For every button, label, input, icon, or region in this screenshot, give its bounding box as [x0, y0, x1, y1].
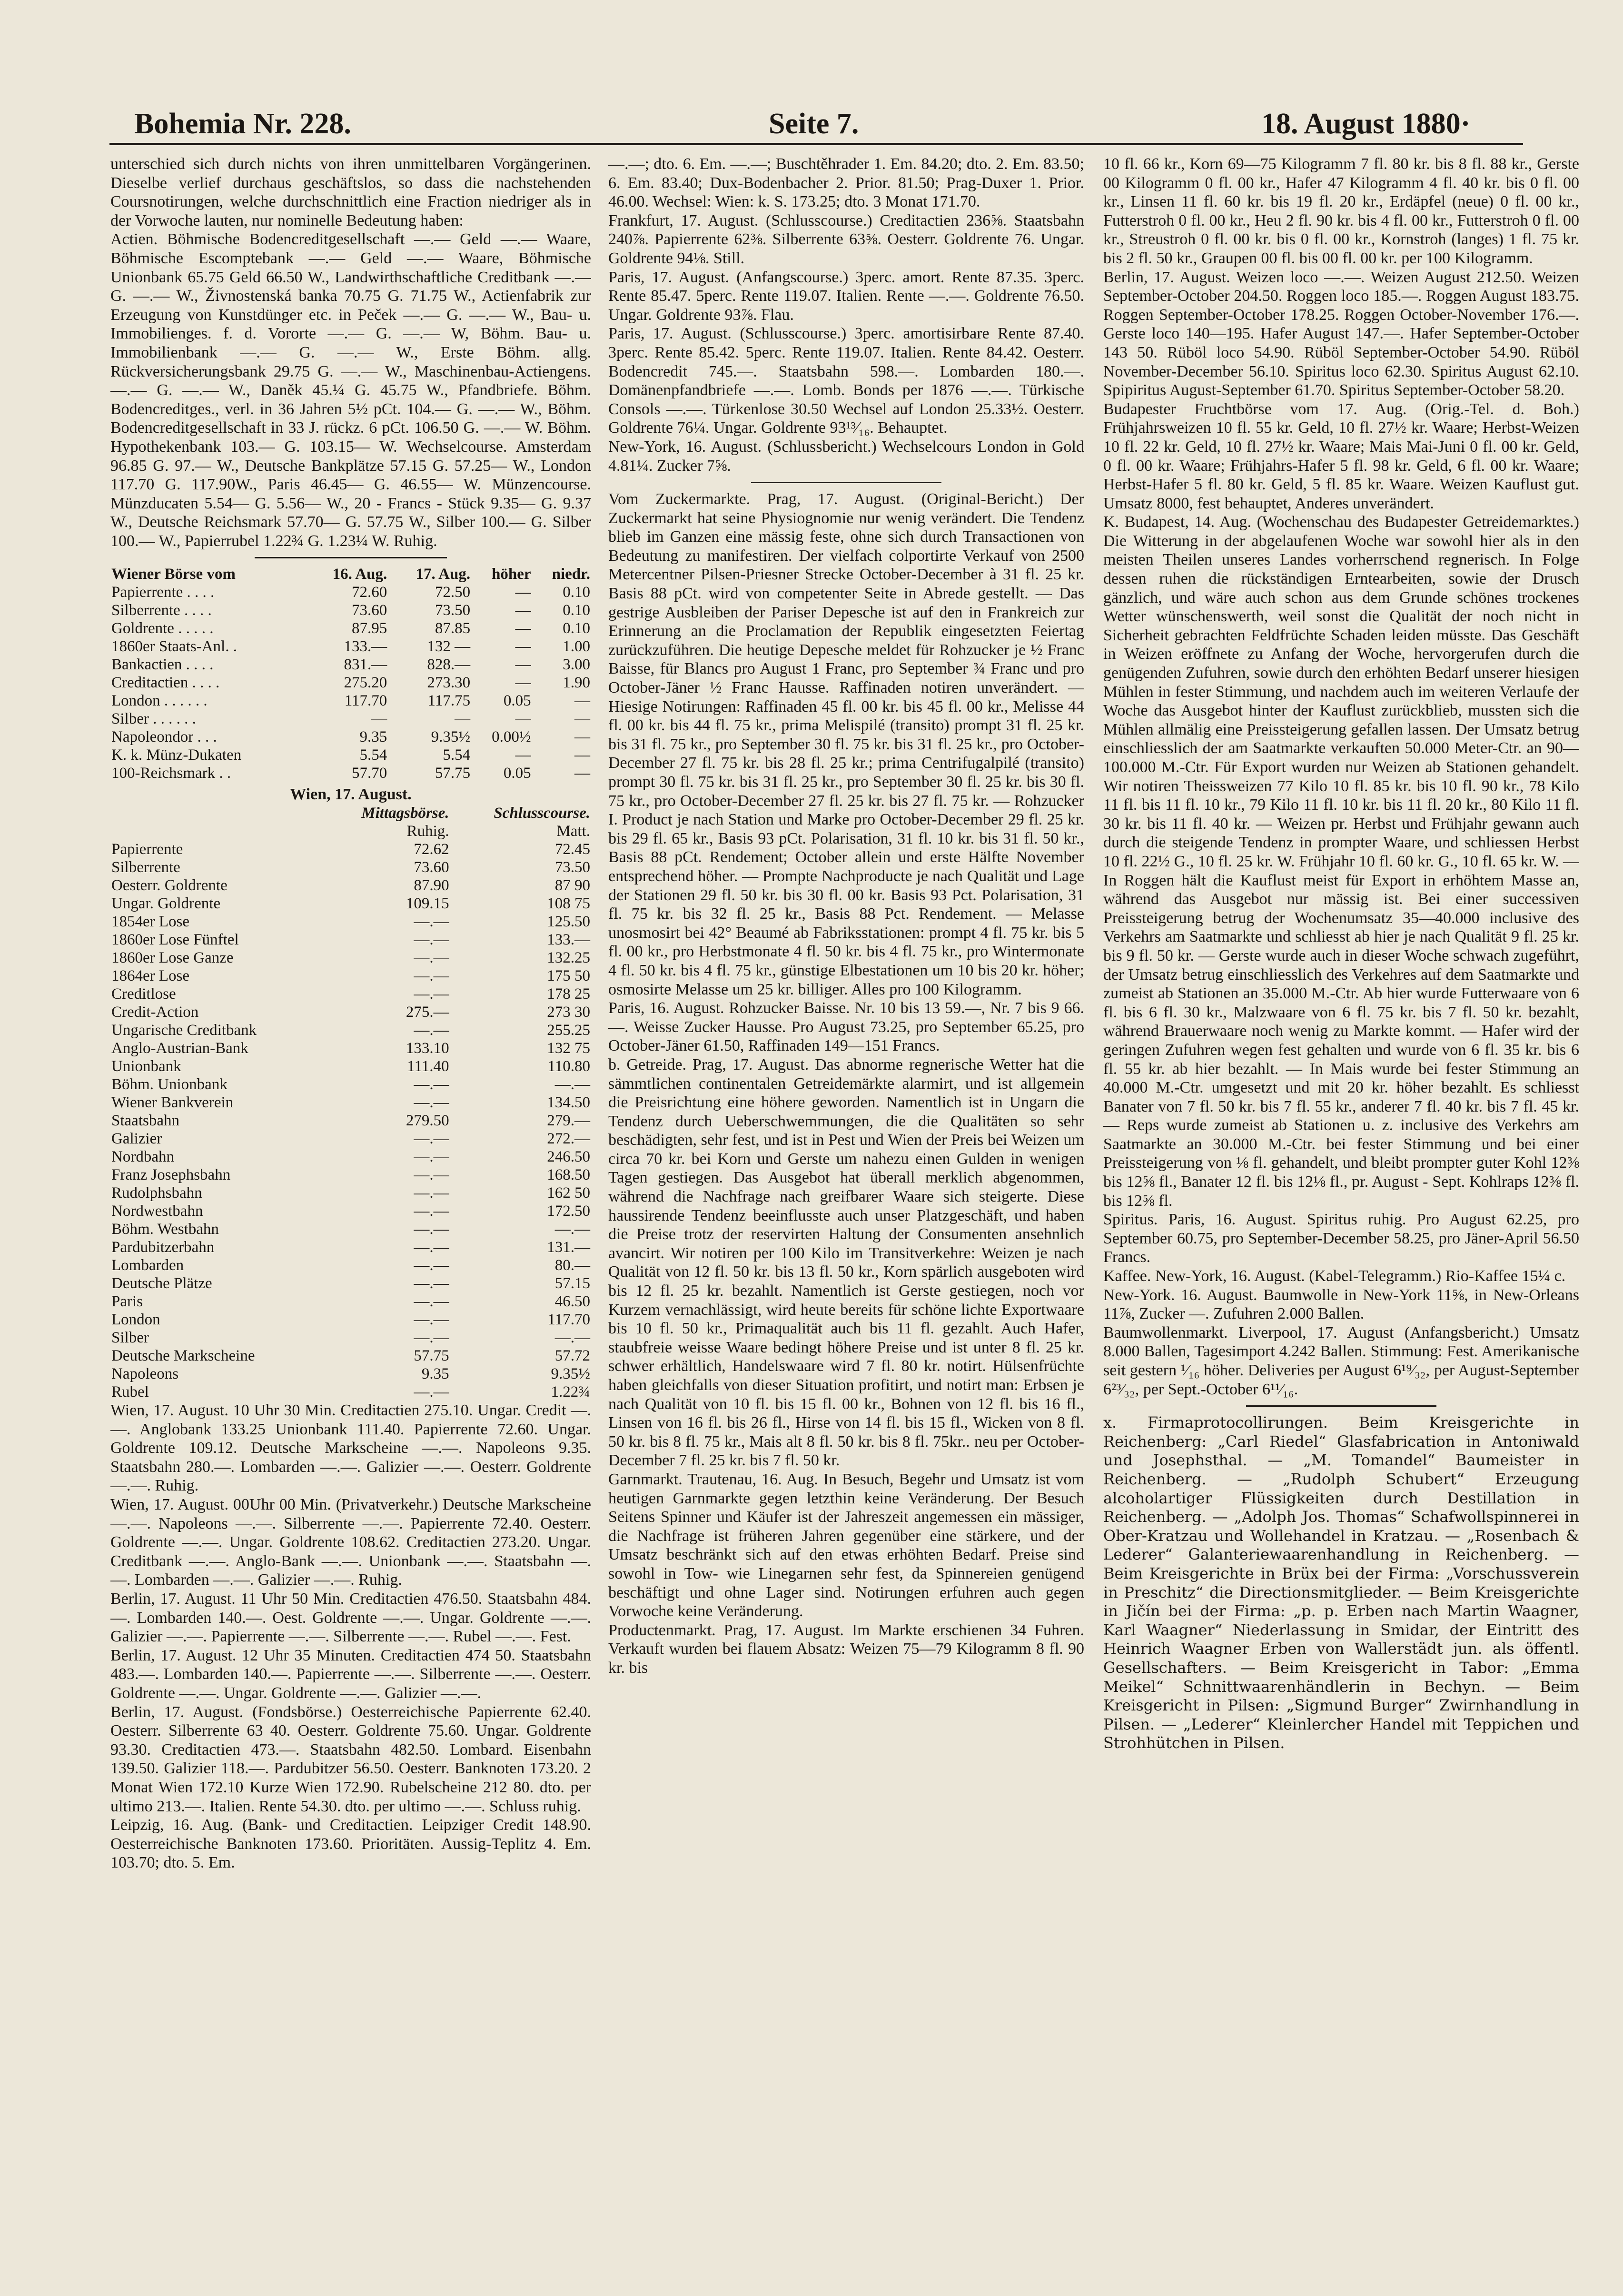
- table-cell: 132 75: [547, 1040, 590, 1057]
- table-cell: 1854er Lose: [111, 913, 190, 931]
- table-cell: 255.25: [547, 1022, 590, 1039]
- table-cell: —: [574, 746, 590, 764]
- table-header-cell: Wiener Börse vom: [111, 566, 236, 583]
- table-cell: —: [574, 692, 590, 710]
- report-paragraph: Wien, 17. August. 10 Uhr 30 Min. Creditactien 275.10. Ungar. Credit —.—. Anglobank 133.25 Unionbank 111.40. Papierrente 72.60. Ungar. Goldrente 109.12. Deutsche Markscheine —.—. Napoleons 9.35. Staatsbahn 280.—. Lombarden —.—. Galizier —.—. Oesterr. Goldrente —.—. Ruhig.: [110, 1401, 591, 1495]
- table-cell: 108 75: [547, 895, 590, 913]
- table-cell: 172.50: [547, 1203, 590, 1220]
- table-cell: 175 50: [547, 967, 590, 985]
- table-row: [110, 1383, 591, 1401]
- table-cell: 133.10: [406, 1040, 449, 1057]
- table-row: [110, 840, 591, 858]
- table-cell: Böhm. Unionbank: [111, 1076, 228, 1093]
- table-row: [110, 931, 591, 949]
- table-cell: London . . . . . .: [111, 692, 208, 710]
- table-cell: Franz Josephsbahn: [111, 1166, 231, 1184]
- table-row: [110, 1238, 591, 1256]
- table-cell: Lombarden: [111, 1257, 184, 1274]
- table-cell: 132.25: [547, 949, 590, 967]
- column-3: [1103, 155, 1579, 2268]
- table-row: [110, 637, 591, 656]
- table-cell: 73.60: [414, 859, 449, 876]
- table-cell: 273 30: [547, 1004, 590, 1021]
- table-header-cell: Mittagsbörse.: [361, 805, 449, 822]
- table-cell: —.—: [414, 1329, 449, 1347]
- table-cell: 125.50: [547, 913, 590, 931]
- table-cell: —.—: [414, 1184, 449, 1202]
- table-cell: 1.90: [563, 674, 590, 692]
- table-row: [110, 692, 591, 710]
- table-header-cell: 17. Aug.: [416, 566, 471, 583]
- table-cell: 275.—: [406, 1004, 449, 1021]
- table-row: [110, 1166, 591, 1184]
- table-cell: 0.10: [563, 620, 590, 637]
- report-paragraph: 10 fl. 66 kr., Korn 69—75 Kilogramm 7 fl. 80 kr. bis 8 fl. 88 kr., Gerste 00 Kilogramm 0 fl. 00 kr., Hafer 47 Kilogramm 4 fl. 40 kr. bis 0 fl. 00 kr., Linsen 11 fl. 60 kr. bis 19 fl. 20 kr., Erdäpfel (neue) 0 fl. 00 kr., Futterstroh 0 fl. 00 kr., Heu 2 fl. 90 kr. bis 4 fl. 00 kr., Futterstroh 0 fl. 00 kr., Streustroh 0 fl. 00 kr. bis 0 fl. 00 kr., Kornstroh (langes) 1 fl. 75 kr. bis 2 fl. 50 kr., Graupen 00 fl. bis 00 fl. 00 kr. per 100 Kilogramm.: [1103, 155, 1579, 267]
- table-cell: Napoleondor . . .: [111, 728, 217, 746]
- table-header-cell: Schlusscourse.: [494, 805, 590, 822]
- table-cell: —.—: [414, 913, 449, 931]
- table-row: [110, 1274, 591, 1292]
- table-row: [110, 1057, 591, 1075]
- table-cell: 57.70: [352, 765, 387, 782]
- table-row: [110, 746, 591, 764]
- table-row: [110, 1220, 591, 1238]
- table-cell: Deutsche Plätze: [111, 1275, 212, 1292]
- table-cell: London: [111, 1311, 160, 1329]
- firm-registrations: x. Firmaprotocollirungen. Beim Kreisgerichte in Reichenberg: „Carl Riedel“ Glasfabrication in Antoniwald und Josephsthal. — „M. Tomandel“ Baumeister in Reichenberg. — „Rudolph Schubert“ Erzeugung alcoholartiger Flüssigkeiten durch Destillation in Reichenberg. — „Adolph Jos. Thomas“ Schafwollspinnerei in Ober-Kratzau und Wollehandel in Kratzau. — „Rosenbach & Lederer“ Galanteriewaarenhandlung in Reichenberg. — Beim Kreisgerichte in Brüx bei der Firma: „Vorschussverein in Preschitz“ die Directionsmitglieder. — Beim Kreisgerichte in Jičín bei der Firma: „p. p. Erben nach Martin Waagner, Karl Waagner“ Niederlassung in Smidar, der Eintritt des Heinrich Waagner Erben von Wallerstädt jun. als öffentl. Gesellschafters. — Beim Kreisgericht in Tabor: „Emma Meikel“ Schnittwaarenhändlerin in Bechyn. — Beim Kreisgericht in Pilsen: „Sigmund Burger“ Zwirnhandlung in Pilsen. — „Lederer“ Kleinlercher Handel mit Teppichen und Strohhütchen in Pilsen.: [1103, 1413, 1579, 1752]
- column-1: [110, 155, 591, 2268]
- report-paragraph: —.—; dto. 6. Em. —.—; Buschtěhrader 1. Em. 84.20; dto. 2. Em. 83.50; 6. Em. 83.40; Dux-Bodenbacher 2. Prior. 81.50; Prag-Duxer 1. Prior. 46.00. Wechsel: Wien: k. S. 173.25; dto. 3 Monat 171.70.: [608, 155, 1084, 211]
- report-paragraph: Paris, 17. August. (Anfangscourse.) 3perc. amort. Rente 87.35. 3perc. Rente 85.47. 5perc. Rente 119.07. Italien. Rente —.—. Goldrente 76.50. Ungar. Goldrente 93⅞. Flau.: [608, 268, 1084, 324]
- table-cell: —.—: [414, 1239, 449, 1256]
- table-cell: Pardubitzerbahn: [111, 1239, 215, 1256]
- table-cell: 57.75: [435, 765, 471, 782]
- table-cell: 111.40: [407, 1058, 449, 1075]
- table-cell: 131.—: [547, 1239, 590, 1256]
- table-cell: —.—: [414, 985, 449, 1003]
- table-cell: —.—: [414, 1221, 449, 1238]
- table-row: [110, 1256, 591, 1274]
- table-row: [110, 764, 591, 782]
- report-paragraph: Budapester Fruchtbörse vom 17. Aug. (Orig.-Tel. d. Boh.) Frühjahrsweizen 10 fl. 55 kr. Geld, 10 fl. 27½ kr. Waare; Herbst-Weizen 10 fl. 22 kr. Geld, 10 fl. 27½ kr. Waare; Mais Mai-Juni 0 fl. 00 kr. Geld, 0 fl. 00 kr. Waare; Frühjahrs-Hafer 5 fl. 98 kr. Geld, 6 fl. 00 kr. Waare; Herbst-Hafer 5 fl. 80 kr. Geld, 5 fl. 85 kr. Waare. Weizen Kauflust gut. Umsatz 8000, fest behauptet, Anderes unverändert.: [1103, 400, 1579, 512]
- table-cell: K. k. Münz-Dukaten: [111, 746, 242, 764]
- table-header-cell: Matt.: [556, 823, 590, 840]
- table-row: [110, 1130, 591, 1148]
- table-cell: Papierrente: [111, 841, 183, 858]
- vienna-exchange-table: [110, 565, 591, 782]
- table-header-row: [110, 565, 591, 583]
- table-cell: Napoleons: [111, 1365, 179, 1383]
- table-cell: 831.—: [344, 656, 387, 674]
- table-row: [110, 876, 591, 895]
- wien-courses-table: [110, 804, 591, 1401]
- table-cell: Rubel: [111, 1383, 149, 1401]
- table-cell: Creditlose: [111, 985, 176, 1003]
- table-cell: Silberrente: [111, 859, 180, 876]
- cotton-market-report: Baumwollenmarkt. Liverpool, 17. August (Anfangsbericht.) Umsatz 8.000 Ballen, Tagesimport 4.242 Ballen. Stimmung: Fest. Amerikanische seit gestern ¹⁄₁₆ höher. Deliveries per August 6¹⁹⁄₃₂, per August-September 6²³⁄₃₂, per Sept.-October 6¹¹⁄₁₆.: [1103, 1323, 1579, 1398]
- table-row: [110, 1329, 591, 1347]
- table-cell: —.—: [554, 1076, 590, 1093]
- table-cell: —.—: [414, 1275, 449, 1292]
- table-cell: 1860er Lose Ganze: [111, 949, 234, 967]
- table-row: [110, 1021, 591, 1039]
- table-header-cell: 16. Aug.: [332, 566, 387, 583]
- table-cell: 73.50: [435, 602, 471, 619]
- report-paragraph: Wien, 17. August. 00Uhr 00 Min. (Privatverkehr.) Deutsche Markscheine —.—. Napoleons —.—. Silberrente —.—. Papierrente 72.40. Oesterr. Goldrente —.—. Ungar. Goldrente 108.62. Creditactien 273.20. Ungar. Creditbank —.—. Anglo-Bank —.—. Unionbank —.—. Staatsbahn —.—. Lombarden —.—. Galizier —.—. Ruhig.: [110, 1496, 591, 1589]
- table-cell: —.—: [414, 1166, 449, 1184]
- table-cell: 57.15: [554, 1275, 590, 1292]
- table-cell: —: [515, 620, 531, 637]
- table-cell: 109.15: [406, 895, 449, 913]
- table-cell: 72.45: [554, 841, 590, 858]
- table-cell: Silber . . . . . .: [111, 710, 196, 728]
- table-row: [110, 1347, 591, 1365]
- table-cell: Wiener Bankverein: [111, 1094, 234, 1112]
- table-cell: 57.75: [414, 1347, 449, 1365]
- table-cell: 273.30: [427, 674, 471, 692]
- masthead-left: Bohemia Nr. 228.: [134, 108, 351, 140]
- table-row: [110, 1292, 591, 1311]
- table-cell: Creditactien . . . .: [111, 674, 220, 692]
- table-cell: —: [515, 674, 531, 692]
- table-header-cell: niedr.: [552, 566, 590, 583]
- table-row: [110, 913, 591, 931]
- table-row: [110, 619, 591, 637]
- report-paragraph: Leipzig, 16. Aug. (Bank- und Creditactien. Leipziger Credit 148.90. Oesterreichische Banknoten 173.60. Prioritäten. Aussig-Teplitz 4. Em. 103.70; dto. 5. Em.: [110, 1816, 591, 1872]
- table-cell: —: [455, 710, 471, 728]
- table-cell: 0.05: [503, 765, 531, 782]
- table-cell: —.—: [414, 1257, 449, 1274]
- table-cell: —.—: [554, 1329, 590, 1347]
- table-cell: Oesterr. Goldrente: [111, 877, 228, 895]
- table-cell: 279.—: [547, 1112, 590, 1130]
- table-cell: 9.35½: [551, 1365, 590, 1383]
- table-row: [110, 710, 591, 728]
- table-row: [110, 1075, 591, 1093]
- table-cell: Ungar. Goldrente: [111, 895, 221, 913]
- table-cell: 246.50: [547, 1148, 590, 1166]
- column-2: [608, 155, 1084, 2268]
- prague-actien-paragraph: Actien. Böhmische Bodencreditgesellschaft —.— Geld —.— Waare, Böhmische Escomptebank —.— Geld —.— Waare, Böhmische Unionbank 65.75 Geld 66.50 W., Landwirthschaftliche Creditbank —.— G. —.— W., Živnostenská banka 70.75 G. 71.75 W., Actienfabrik zur Erzeugung von Kunstdünger etc. in Peček —.— G. —.— W., Bau- u. Immobilienges. f. d. Vororte —.— G. —.— W, Böhm. Bau- u. Immobilienbank —.— G. —.— W., Erste Böhm. allg. Rückversicherungsbank 29.75 G. —.— W., Maschinenbau-Actiengens. —.— G. —.— W., Daněk 45.¼ G. 45.75 W., Pfandbriefe. Böhm. Bodencreditges., verl. in 36 Jahren 5½ pCt. 104.— G. —.— W., Böhm. Bodencreditgesellschaft in 33 J. rückz. 6 pCt. 106.50 G. —.— W. Böhm. Hypothekenbank 103.— G. 103.15— W. Wechselcourse. Amsterdam 96.85 G. 97.— W., Deutsche Bankplätze 57.15 G. 57.25— W., London 117.70 G. 117.90W., Paris 46.45— G. 46.55— W. Münzencourse. Münzducaten 5.54— G. 5.56— W., 20 - Francs - Stück 9.35— G. 9.37 W., Deutsche Reichsmark 57.70— G. 57.75 W., Silber 100.— G. Silber 100.— W., Papierrubel 1.22¾ G. 1.23¼ W. Ruhig.: [110, 230, 591, 550]
- table-cell: Deutsche Markscheine: [111, 1347, 255, 1365]
- table-header-row: [110, 822, 591, 840]
- table-row: [110, 895, 591, 913]
- table-cell: 1.00: [563, 638, 590, 656]
- table-cell: 134.50: [547, 1094, 590, 1112]
- table-row: [110, 728, 591, 746]
- table-cell: 9.35½: [431, 728, 471, 746]
- table-row: [110, 583, 591, 601]
- budapest-weekly-report: K. Budapest, 14. Aug. (Wochenschau des Budapester Getreidemarktes.) Die Witterung in der abgelaufenen Woche war sowohl hier als in den meisten Theilen unseres Landes vorherrschend regnerisch. In Folge dessen ruhen die rückständigen Erntearbeiten, sowie der Drusch gänzlich, und wäre auch schon aus dem Grunde schönes trockenes Wetter wünschenswerth, weil sonst die Qualität der noch nicht in Sicherheit gebrachten Feldfrüchte Schaden leiden müsste. Das Geschäft in Weizen eröffnete zu Anfang der Woche, hervorgerufen durch die genügenden Zufuhren, sowie durch den erhöhten Bedarf unserer hiesigen Mühlen in fester Stimmung, und nachdem auch im weiteren Verlaufe der Woche das Ausgebot hinter der Kauflust zurückblieb, mussten sich die Mühlen allmälig eine Preissteigerung gefallen lassen. Der Umsatz betrug einschliesslich der am Saatmarkte verkauften 50.000 Meter-Ctr. an 90—100.000 M.-Ctr. Für Export wurden nur Weizen ab Stationen gehandelt. Wir notiren Theissweizen 77 Kilo 10 fl. 85 kr. bis 10 fl. 90 kr., 78 Kilo 11 fl. bis 11 fl. 10 kr., 79 Kilo 11 fl. 10 kr. bis 11 fl. 20 kr., 80 Kilo 11 fl. 30 kr. bis 11 fl. 40 kr. — Weizen pr. Herbst und Frühjahr gewann auch durch die steigende Tendenz in prompter Waare, und schliessen Herbst 10 fl. 22½ G., 10 fl. 25 kr. W. Frühjahr 10 fl. 60 kr. G., 10 fl. 65 kr. W. — In Roggen hält die Kauflust meist für Export in erhöhtem Masse an, während das Ausgebot nur mässig ist. Bei einer successiven Preissteigerung betrug der Wochenumsatz 35—40.000 inclusive des Verkehrs am Saatmarkte und schliesst ab hier je nach Qualität 9 fl. 25 kr. bis 9 fl. 50 kr. — Gerste wurde auch in dieser Woche schwach zugeführt, der Umsatz betrug einschliesslich des Verkehres auf dem Saatmarkte und zumeist ab Stationen an 35.000 M.-Ctr. Ab hier wurde Futterwaare von 6 fl. bis 6 fl. 30 kr., Malzwaare von 6 fl. 75 kr. bis 7 fl. 50 kr. bezahlt, während Brauerwaare noch wenig zu Markte kommt. — Hafer wird der geringen Zufuhren wegen fest gehalten und wurde von 6 fl. 35 kr. bis 6 fl. 55 kr. ab hier bezahlt. — In Mais wurde bei fester Stimmung an 40.000 M.-Ctr. umgesetzt und mit 20 kr. höher bezahlt. Es schliesst Banater von 7 fl. 50 kr. bis 7 fl. 55 kr., anderer 7 fl. 40 kr. bis 7 fl. 45 kr. — Reps wurde zumeist ab Stationen u. z. inclusive des Verkehrs am Saatmarkte an 30.000 M.-Ctr. bei fester Stimmung und bei einer Preissteigerung von ⅛ fl. gehandelt, und bleibt prompter guter Kohl 12⅜ bis 12⅝ fl., Banater 12 fl. bis 12⅛ fl., pr. August - Sept. Kohlraps 12⅜ fl. bis 12⅝ fl.: [1103, 513, 1579, 1210]
- table-header-row: [110, 804, 591, 822]
- table-cell: 1.22¾: [551, 1383, 590, 1401]
- table-cell: 5.54: [359, 746, 387, 764]
- table-cell: 0.10: [563, 584, 590, 601]
- table-cell: 80.—: [554, 1257, 590, 1274]
- table-cell: 828.—: [427, 656, 471, 674]
- table-cell: 168.50: [547, 1166, 590, 1184]
- table-cell: 0.05: [503, 692, 531, 710]
- table-cell: —: [574, 710, 590, 728]
- report-paragraph: Paris, 17. August. (Schlusscourse.) 3perc. amortisirbare Rente 87.40. 3perc. Rente 85.42. 5perc. Rente 119.07. Italien. Rente 84.42. Oesterr. Bodencredit 745.—. Staatsbahn 598.—. Lombarden 180.—. Domänenpfandbriefe —.—. Lomb. Bonds per 1876 —.—. Türkische Consols —.—. Türkenlose 30.50 Wechsel auf London 25.33½. Oesterr. Goldrente 76¼. Ungar. Goldrente 93¹³⁄₁₆. Behauptet.: [608, 325, 1084, 437]
- table-cell: —.—: [414, 949, 449, 967]
- table-cell: 100-Reichsmark . .: [111, 765, 231, 782]
- table-row: [110, 1311, 591, 1329]
- report-paragraph: New-York. 16. August. Baumwolle in New-York 11⅝, in New-Orleans 11⅞, Zucker —. Zufuhren 2.000 Ballen.: [1103, 1286, 1579, 1323]
- table-cell: —.—: [414, 1293, 449, 1311]
- report-paragraph: Berlin, 17. August. 12 Uhr 35 Minuten. Creditactien 474 50. Staatsbahn 483.—. Lombarden 140.—. Papierrente —.—. Silberrente —.—. Oesterr. Goldrente —.—. Ungar. Goldrente —.—. Galizier —.—.: [110, 1646, 591, 1702]
- table-cell: Papierrente . . . .: [111, 584, 215, 601]
- table-cell: Nordwestbahn: [111, 1203, 203, 1220]
- table-header-cell: Ruhig.: [406, 823, 449, 840]
- table-row: [110, 1184, 591, 1202]
- table-row: [110, 674, 591, 692]
- table-cell: —: [515, 602, 531, 619]
- table-cell: —.—: [414, 1148, 449, 1166]
- table-cell: 46.50: [554, 1293, 590, 1311]
- table-cell: 178 25: [547, 985, 590, 1003]
- report-paragraph: Frankfurt, 17. August. (Schlusscourse.) Creditactien 236⅝. Staatsbahn 240⅞. Papierrente 62⅜. Silberrente 63⅝. Oesterr. Goldrente 76. Ungar. Goldrente 94⅛. Still.: [608, 211, 1084, 267]
- table-row: [110, 1365, 591, 1383]
- table-cell: 9.35: [421, 1365, 449, 1383]
- table-cell: Nordbahn: [111, 1148, 174, 1166]
- table-cell: Unionbank: [111, 1058, 181, 1075]
- table-cell: 1864er Lose: [111, 967, 190, 985]
- table-cell: —.—: [414, 1022, 449, 1039]
- report-paragraph: Berlin, 17. August. Weizen loco —.—. Weizen August 212.50. Weizen September-October 204.50. Roggen loco 185.—. Roggen August 183.75. Roggen September-October 178.25. Roggen October-November 176.—. Gerste loco 140—195. Hafer August 147.—. Hafer September-October 143 50. Rüböl loco 54.90. Rüböl September-October 54.90. Rüböl November-December 56.10. Spiritus loco 62.30. Spiritus August 62.10. Spipiritus August-September 61.70. Spiritus September-October 58.20.: [1103, 268, 1579, 399]
- table-cell: 117.75: [427, 692, 471, 710]
- grain-market-report: b. Getreide. Prag, 17. August. Das abnorme regnerische Wetter hat die sämmtlichen continentalen Getreidemärkte alarmirt, und ist allgemein die Preisrichtung eine höhere geworden. Namentlich ist in Ungarn die Tendenz durch Ueberschwemmungen, die die Qualitäten so sehr beschädigten, sehr fest, und ist in Pest und Wien der Preis bei Weizen um circa 70 kr. bei Korn und Gerste um nahezu einen Gulden in wenigen Tagen gestiegen. Das Ausgebot hat überall merklich abgenommen, während die Nachfrage nach greifbarer Waare sich steigerte. Diese haussirende Tendenz beeinflusste auch unser Platzgeschäft, und haben die Preise trotz der reservirten Haltung der Consumenten ansehnlich avancirt. Wir notiren per 100 Kilo im Transitverkehre: Weizen je nach Qualität von 12 fl. 50 kr. bis 13 fl. 50 kr., Korn spärlich ausgeboten wird bis 12 fl. 25 kr. bezahlt. Namentlich ist Gerste gestiegen, noch vor Kurzem vernachlässigt, wird heute bereits für schöne lichte Exportwaare bis 10 fl. 50 kr., Primaqualität auch bis 11 fl. gezahlt. Auch Hafer, staubfreie weisse Waare bedingt höhere Preise und ist unter 8 fl. 25 kr. schwer erhältlich, Handelswaare wird 7 fl. 80 kr. notirt. Hülsenfrüchte haben gleichfalls von dieser Situation profitirt, und notirt man: Erbsen je nach Qualität von 10 fl. bis 15 fl. 00 kr., Bohnen von 12 fl. bis 16 fl., Linsen von 16 fl. bis 26 fl., Hirse von 14 fl. bis 15 fl., Wicken von 8 fl. 50 kr. bis 8 fl. 75 kr., Mais alt 8 fl. 50 kr. bis 8 fl. 75kr.. neu per October-December 7 fl. 25 kr. bis 7 fl. 50 kr.: [608, 1055, 1084, 1470]
- table-cell: Goldrente . . . . .: [111, 620, 214, 637]
- table-row: [110, 1148, 591, 1166]
- table-cell: 87.90: [414, 877, 449, 895]
- table-cell: 72.62: [414, 841, 449, 858]
- table-cell: —: [515, 710, 531, 728]
- section-divider: [1246, 1405, 1436, 1407]
- table-cell: 1860er Staats-Anl. .: [111, 638, 237, 656]
- table-cell: 162 50: [547, 1184, 590, 1202]
- table-header-cell: höher: [492, 566, 531, 583]
- table-cell: —: [515, 656, 531, 674]
- table-cell: Anglo-Austrian-Bank: [111, 1040, 248, 1057]
- table-cell: Credit-Action: [111, 1004, 199, 1021]
- table-cell: 72.60: [352, 584, 387, 601]
- table-cell: Silberrente . . . .: [111, 602, 212, 619]
- table-cell: —.—: [554, 1221, 590, 1238]
- table-cell: —: [515, 746, 531, 764]
- table-cell: 279.50: [406, 1112, 449, 1130]
- table-row: [110, 949, 591, 967]
- table-cell: —: [515, 584, 531, 601]
- report-paragraph: Berlin, 17. August. 11 Uhr 50 Min. Creditactien 476.50. Staatsbahn 484.—. Lombarden 140.—. Oest. Goldrente —.—. Ungar. Goldrente —.—. Galizier —.—. Papierrente —.—. Silberrente —.—. Rubel —.—. Fest.: [110, 1590, 591, 1646]
- table-cell: 0.00½: [492, 728, 531, 746]
- table-row: [110, 858, 591, 876]
- table-cell: 275.20: [344, 674, 387, 692]
- table-cell: —: [371, 710, 387, 728]
- table-cell: 57.72: [554, 1347, 590, 1365]
- table-cell: 110.80: [547, 1058, 590, 1075]
- table-cell: Staatsbahn: [111, 1112, 179, 1130]
- table-cell: 73.60: [352, 602, 387, 619]
- table-cell: 9.35: [359, 728, 387, 746]
- table-row: [110, 967, 591, 985]
- table-cell: —.—: [414, 1383, 449, 1401]
- table-cell: 133.—: [547, 931, 590, 949]
- section-divider: [255, 557, 447, 558]
- table-cell: —.—: [414, 931, 449, 949]
- table-cell: 117.70: [547, 1311, 590, 1329]
- table-cell: 73.50: [554, 859, 590, 876]
- table-row: [110, 1003, 591, 1021]
- table-row: [110, 1112, 591, 1130]
- table-cell: —.—: [414, 1130, 449, 1148]
- table-cell: 72.50: [435, 584, 471, 601]
- table-row: [110, 656, 591, 674]
- table-cell: 1860er Lose Fünftel: [111, 931, 239, 949]
- table-cell: 0.10: [563, 602, 590, 619]
- table-cell: —.—: [414, 1094, 449, 1112]
- report-paragraph: Spiritus. Paris, 16. August. Spiritus ruhig. Pro August 62.25, pro September 60.75, pro September-December 58.25, pro Jäner-April 56.50 Francs.: [1103, 1211, 1579, 1266]
- table-cell: Galizier: [111, 1130, 162, 1148]
- header-rule: [109, 143, 1523, 145]
- table-row: [110, 1039, 591, 1057]
- table-row: [110, 601, 591, 619]
- sugar-market-report: Vom Zuckermarkte. Prag, 17. August. (Original-Bericht.) Der Zuckermarkt hat seine Physiognomie nur wenig verändert. Die Tendenz blieb im Ganzen eine mässig feste, ohne sich durch Transactionen von Bedeutung zu manifestiren. Der vielfach colportirte Verkauf von 2500 Metercentner Pilsen-Priesner Strecke October-December à 31 fl. 25 kr. Basis 88 pCt. wird von competenter Seite in Abrede gestellt. — Das gestrige Ausbleiben der Pariser Depesche ist auf den in Frankreich zur Erinnerung an die Proclamation der Republik eingesetzten Feiertag zurückzuführen. Die heutige Depesche meldet für Rohzucker je ½ Franc Baisse, für Blancs pro August 1 Franc, pro September ¾ Franc und pro October-Jäner ½ Franc Hausse. Raffinaden notiren unverändert. — Hiesige Notirungen: Raffinaden 45 fl. 00 kr. bis 45 fl. 00 kr., Melisse 44 fl. 00 kr. bis 44 fl. 75 kr., prima Melispilé (transito) prompt 31 fl. 25 kr. bis 31 fl. 75 kr., pro September 30 fl. 75 kr. bis 31 fl. 25 kr., pro October-December 27 fl. 75 kr. bis 28 fl. 25 kr.; prima Centrifugalpilé (transito) prompt 30 fl. 75 kr. bis 31 fl. 25 kr., pro September 30 fl. 25 kr. bis 30 fl. 75 kr., pro October-December 27 fl. 25 kr. bis 27 fl. 75 kr. — Rohzucker I. Product je nach Station und Marke pro October-December 29 fl. 25 kr. bis 29 fl. 65 kr., Basis 93 pCt. Polarisation, 31 fl. 10 kr. bis 31 fl. 50 kr., Basis 88 pCt. Rendement; October allein und erste Hälfte November entsprechend höher. — Prompte Nachproducte je nach Qualität und Lage der Stationen 29 fl. 50 kr. bis 30 fl. 00 kr. Basis 93 Pct. Polarisation, 31 fl. 75 kr. bis 32 fl. 25 kr., Basis 88 Pct. Rendement. — Melasse unosmosirt bei 42° Beaumé ab Fabriksstationen: prompt 4 fl. 75 kr. bis 5 fl. 00 kr., pro Herbstmonate 4 fl. 50 kr. bis 4 fl. 75 kr., pro Wintermonate 4 fl. 50 kr. bis 4 fl. 75 kr., günstige Elbestationen um 10 bis 20 kr. höher; osmosirte Melasse um 25 kr. billiger. Alles pro 100 Kilogramm.: [608, 490, 1084, 998]
- report-paragraph: Paris, 16. August. Rohzucker Baisse. Nr. 10 bis 13 59.—, Nr. 7 bis 9 66.—. Weisse Zucker Hausse. Pro August 73.25, pro September 65.25, pro October-Jäner 61.50, Raffinaden 149—151 Francs.: [608, 999, 1084, 1055]
- table-cell: 87.95: [352, 620, 387, 637]
- table-cell: 87.85: [435, 620, 471, 637]
- report-paragraph: Berlin, 17. August. (Fondsbörse.) Oesterreichische Papierrente 62.40. Oesterr. Silberrente 63 40. Oesterr. Goldrente 75.60. Ungar. Goldrente 93.30. Creditactien 473.—. Staatsbahn 482.50. Lombard. Eisenbahn 139.50. Galizier 118.—. Pardubitzer 56.50. Oesterr. Banknoten 173.20. 2 Monat Wien 172.10 Kurze Wien 172.90. Rubelscheine 212 80. dto. per ultimo 213.—. Italien. Rente 54.30. dto. per ultimo —.—. Schluss ruhig.: [110, 1703, 591, 1815]
- wien-heading: Wien, 17. August.: [290, 785, 412, 804]
- issue-date: 18. August 1880·: [1261, 108, 1471, 140]
- table-row: [110, 1093, 591, 1112]
- intro-paragraph: unterschied sich durch nichts von ihren unmittelbaren Vorgängerinen. Dieselbe verlief durchaus geschäftslos, so dass die nachstehenden Coursnotirungen, welche durchschnittlich eine Fraction niedriger als in der Vorwoche lauten, nur nominelle Bedeutung haben:: [110, 155, 591, 229]
- table-cell: 87 90: [554, 877, 590, 895]
- page-number: Seite 7.: [769, 108, 859, 140]
- table-cell: —.—: [414, 967, 449, 985]
- section-divider: [751, 482, 941, 483]
- report-paragraph: New-York, 16. August. (Schlussbericht.) Wechselcours London in Gold 4.81¼. Zucker 7⅝.: [608, 437, 1084, 475]
- table-cell: —.—: [414, 1311, 449, 1329]
- table-cell: 5.54: [443, 746, 471, 764]
- table-cell: —: [574, 765, 590, 782]
- table-cell: 272.—: [547, 1130, 590, 1148]
- table-cell: 3.00: [563, 656, 590, 674]
- table-row: [110, 985, 591, 1003]
- table-cell: Rudolphsbahn: [111, 1184, 202, 1202]
- table-cell: 117.70: [344, 692, 387, 710]
- table-cell: —: [574, 728, 590, 746]
- yarn-market-report: Garnmarkt. Trautenau, 16. Aug. In Besuch, Begehr und Umsatz ist vom heutigen Garnmarkte gegen letzthin keine Veränderung. Der Besuch Seitens Spinner und Käufer ist der Jahreszeit angemessen ein mässiger, die Nachfrage ist früheren Jahren gegenüber eine stärkere, und der Umsatz beschränkt sich auf den etwas erhöhten Bedarf. Preise sind sowohl in Tow- wie Linegarnen sehr fest, da Spinnereien genügend beschäftigt und ohne Lager sind. Notirungen erfuhren auch gegen Vorwoche keine Veränderung.: [608, 1470, 1084, 1620]
- table-cell: 132 —: [427, 638, 471, 656]
- table-cell: —: [515, 638, 531, 656]
- table-cell: —.—: [414, 1076, 449, 1093]
- table-cell: Böhm. Westbahn: [111, 1221, 219, 1238]
- table-cell: Bankactien . . . .: [111, 656, 214, 674]
- report-paragraph: Kaffee. New-York, 16. August. (Kabel-Telegramm.) Rio-Kaffee 15¼ c.: [1103, 1267, 1566, 1285]
- table-cell: —.—: [414, 1203, 449, 1220]
- table-row: [110, 1202, 591, 1220]
- table-cell: 133.—: [344, 638, 387, 656]
- produce-market-report: Productenmarkt. Prag, 17. August. Im Markte erschienen 34 Fuhren. Verkauft wurden bei flauem Absatz: Weizen 75—79 Kilogramm 8 fl. 90 kr. bis: [608, 1621, 1084, 1677]
- table-cell: Silber: [111, 1329, 149, 1347]
- table-cell: Paris: [111, 1293, 143, 1311]
- table-cell: Ungarische Creditbank: [111, 1022, 257, 1039]
